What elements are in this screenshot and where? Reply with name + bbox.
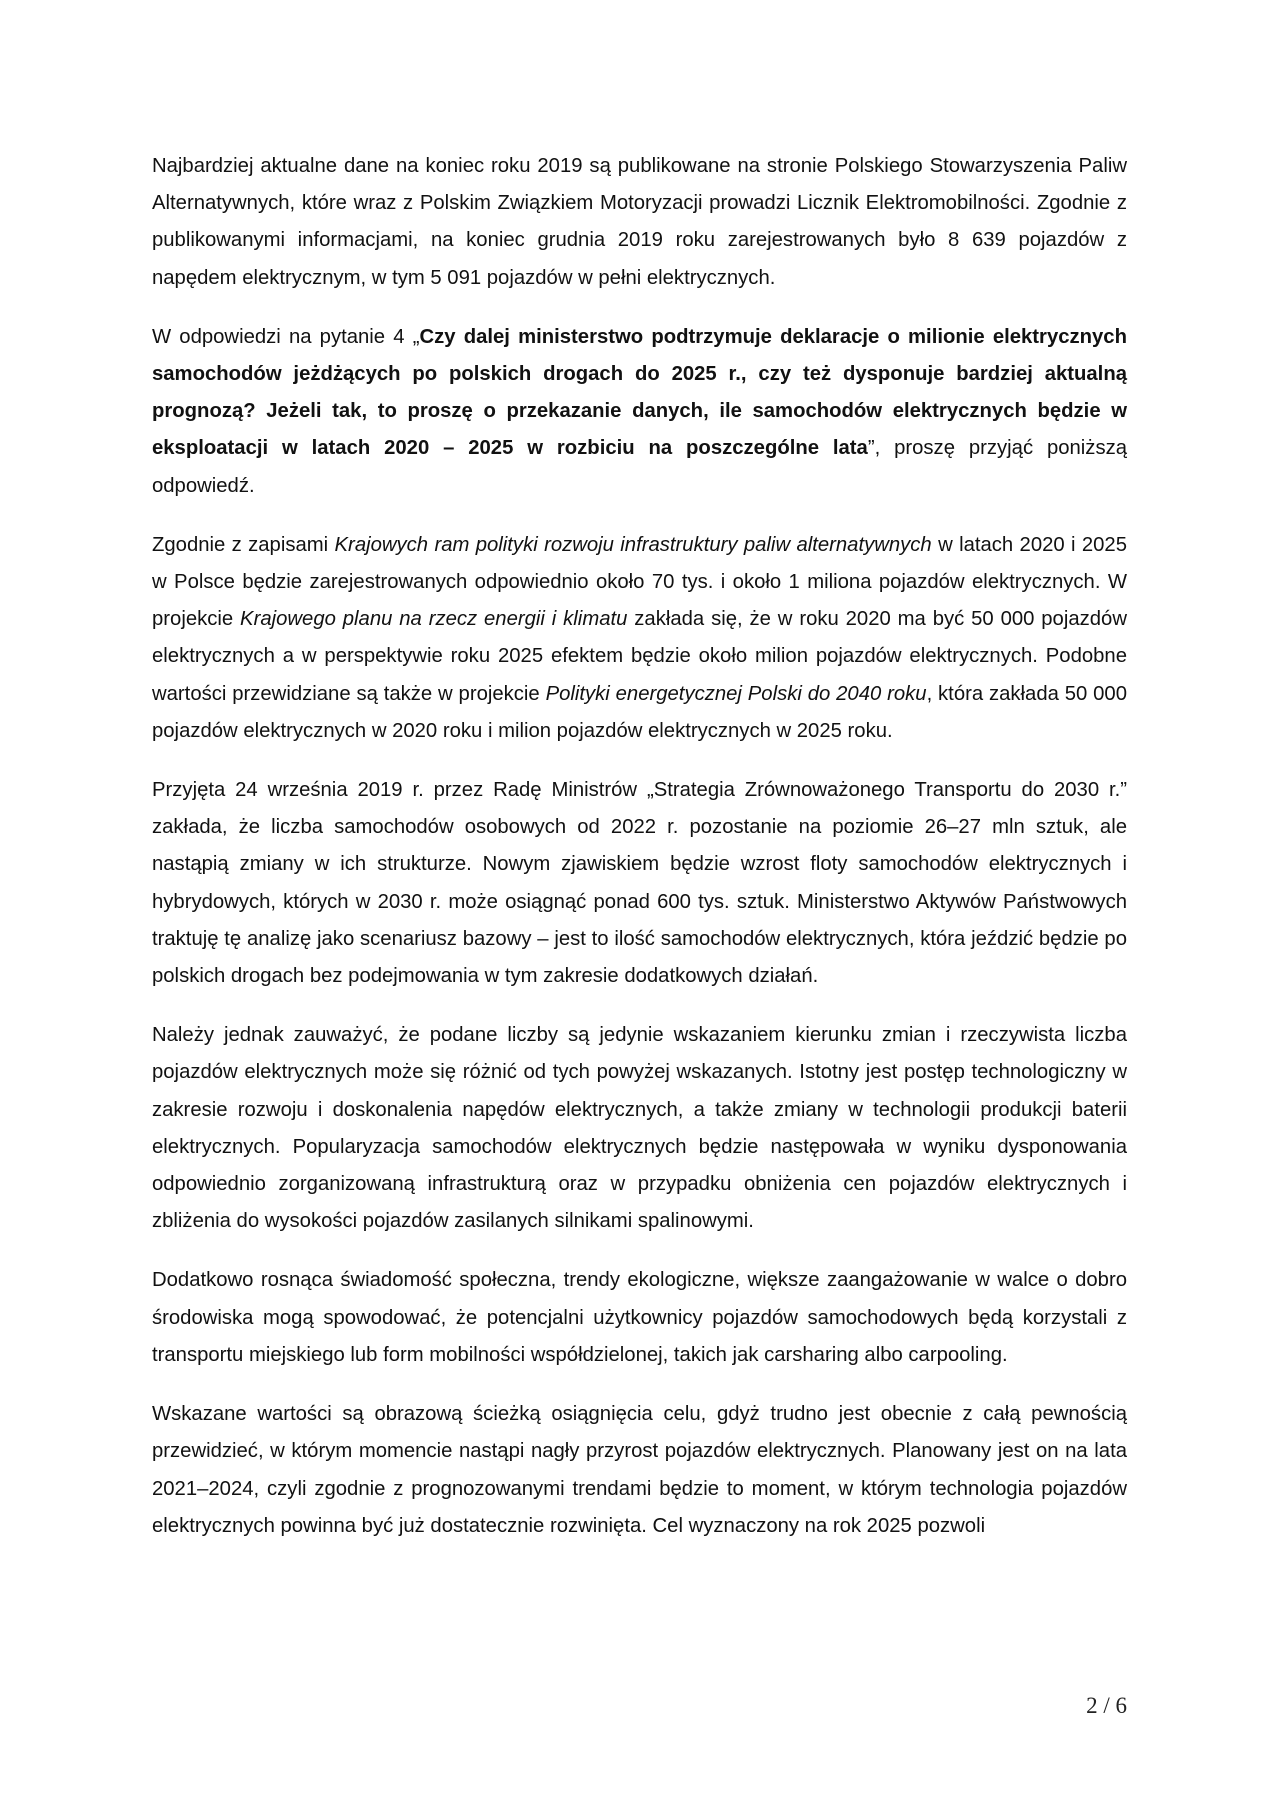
bold-question-text: Czy dalej ministerstwo podtrzymuje deklaracje o milionie elektrycznych samochodów jeżdżących po polskich drogach do 2025 r., czy też dysponuje bardziej aktualną prognozą? Jeżeli tak, to proszę o przekazanie danych, ile samochodów elektrycznych będzie w eksploatacji w latach 2020 – 2025 w rozbiciu na poszczególne lata (152, 325, 1127, 460)
document-title-italic: Krajowego planu na rzecz energii i klimatu (240, 608, 628, 631)
text-run: ”, proszę przyjąć poniższą odpowiedź. (152, 437, 1128, 497)
text-run: Wskazane wartości są obrazową ścieżką osiągnięcia celu, gdyż trudno jest obecnie z całą pewnością przewidzieć, w którym momencie nastąpi nagły przyrost pojazdów elektrycznych. Planowany jest on na lata 2021–2024, czyli zgodnie z prognozowanymi trendami będzie to moment, w którym technologia pojazdów elektrycznych powinna być już dostatecznie rozwinięta. Cel wyznaczony na rok 2025 pozwoli (152, 1403, 1127, 1537)
text-run: zakłada się, że w roku 2020 ma być 50 000 pojazdów elektrycznych a w perspektywie roku 2025 efektem będzie około milion pojazdów elektrycznych. Podobne wartości przewidziane są także w projekcie (152, 608, 1127, 705)
paragraph-4 (152, 772, 1127, 995)
text-run: Najbardziej aktualne dane na koniec roku 2019 są publikowane na stronie Polskiego Stowarzyszenia Paliw Alternatywnych, które wraz z Polskim Związkiem Motoryzacji prowadzi Licznik Elektromobilności. Zgodnie z publikowanymi informacjami, na koniec grudnia 2019 roku zarejestrowanych było 8 639 pojazdów z napędem elektrycznym, w tym 5 091 pojazdów w pełni elektrycznych. (152, 155, 1127, 289)
text-run: w latach 2020 i 2025 w Polsce będzie zarejestrowanych odpowiednio około 70 tys. i około 1 miliona pojazdów elektrycznych. W projekcie (152, 533, 1127, 631)
text-run: Należy jednak zauważyć, że podane liczby są jedynie wskazaniem kierunku zmian i rzeczywista liczba pojazdów elektrycznych może się różnić od tych powyżej wskazanych. Istotny jest postęp technologiczny w zakresie rozwoju i doskonalenia napędów elektrycznych, a także zmiany w technologii produkcji baterii elektrycznych. Popularyzacja samochodów elektrycznych będzie następowała w wyniku dysponowania odpowiednio zorganizowaną infrastrukturą oraz w przypadku obniżenia cen pojazdów elektrycznych i zbliżenia do wysokości pojazdów zasilanych silnikami spalinowymi. (152, 1024, 1127, 1233)
text-run: Przyjęta 24 września 2019 r. przez Radę Ministrów „Strategia Zrównoważonego Transportu do 2030 r.” zakłada, że liczba samochodów osobowych od 2022 r. pozostanie na poziomie 26–27 mln sztuk, ale nastąpią zmiany w ich strukturze. Nowym zjawiskiem będzie wzrost floty samochodów elektrycznych i hybrydowych, których w 2030 r. może osiągnąć ponad 600 tys. sztuk. Ministerstwo Aktywów Państwowych traktuję tę analizę jako scenariusz bazowy – jest to ilość samochodów elektrycznych, która jeździć będzie po polskich drogach bez podejmowania w tym zakresie dodatkowych działań. (152, 779, 1127, 988)
text-run: Dodatkowo rosnąca świadomość społeczna, trendy ekologiczne, większe zaangażowanie w walce o dobro środowiska mogą spowodować, że potencjalni użytkownicy pojazdów samochodowych będą korzystali z transportu miejskiego lub form mobilności współdzielonej, takich jak carsharing albo carpooling. (152, 1269, 1127, 1366)
paragraph-5 (152, 1017, 1127, 1240)
document-title-italic: Krajowych ram polityki rozwoju infrastruktury paliw alternatywnych (334, 533, 932, 556)
document-title-italic: Polityki energetycznej Polski do 2040 roku (545, 682, 927, 705)
paragraph-3 (152, 527, 1127, 750)
text-run: , która zakłada 50 000 pojazdów elektrycznych w 2020 roku i milion pojazdów elektrycznych w 2025 roku. (152, 682, 1127, 742)
paragraph-7 (152, 1396, 1127, 1545)
text-run: W odpowiedzi na pytanie 4 „ (152, 325, 420, 348)
document-body (152, 148, 1127, 1567)
text-run: Zgodnie z zapisami (152, 533, 335, 556)
paragraph-2 (152, 319, 1127, 505)
paragraph-1 (152, 148, 1127, 297)
page-number: 2 / 6 (1086, 1693, 1127, 1718)
paragraph-6 (152, 1262, 1127, 1374)
